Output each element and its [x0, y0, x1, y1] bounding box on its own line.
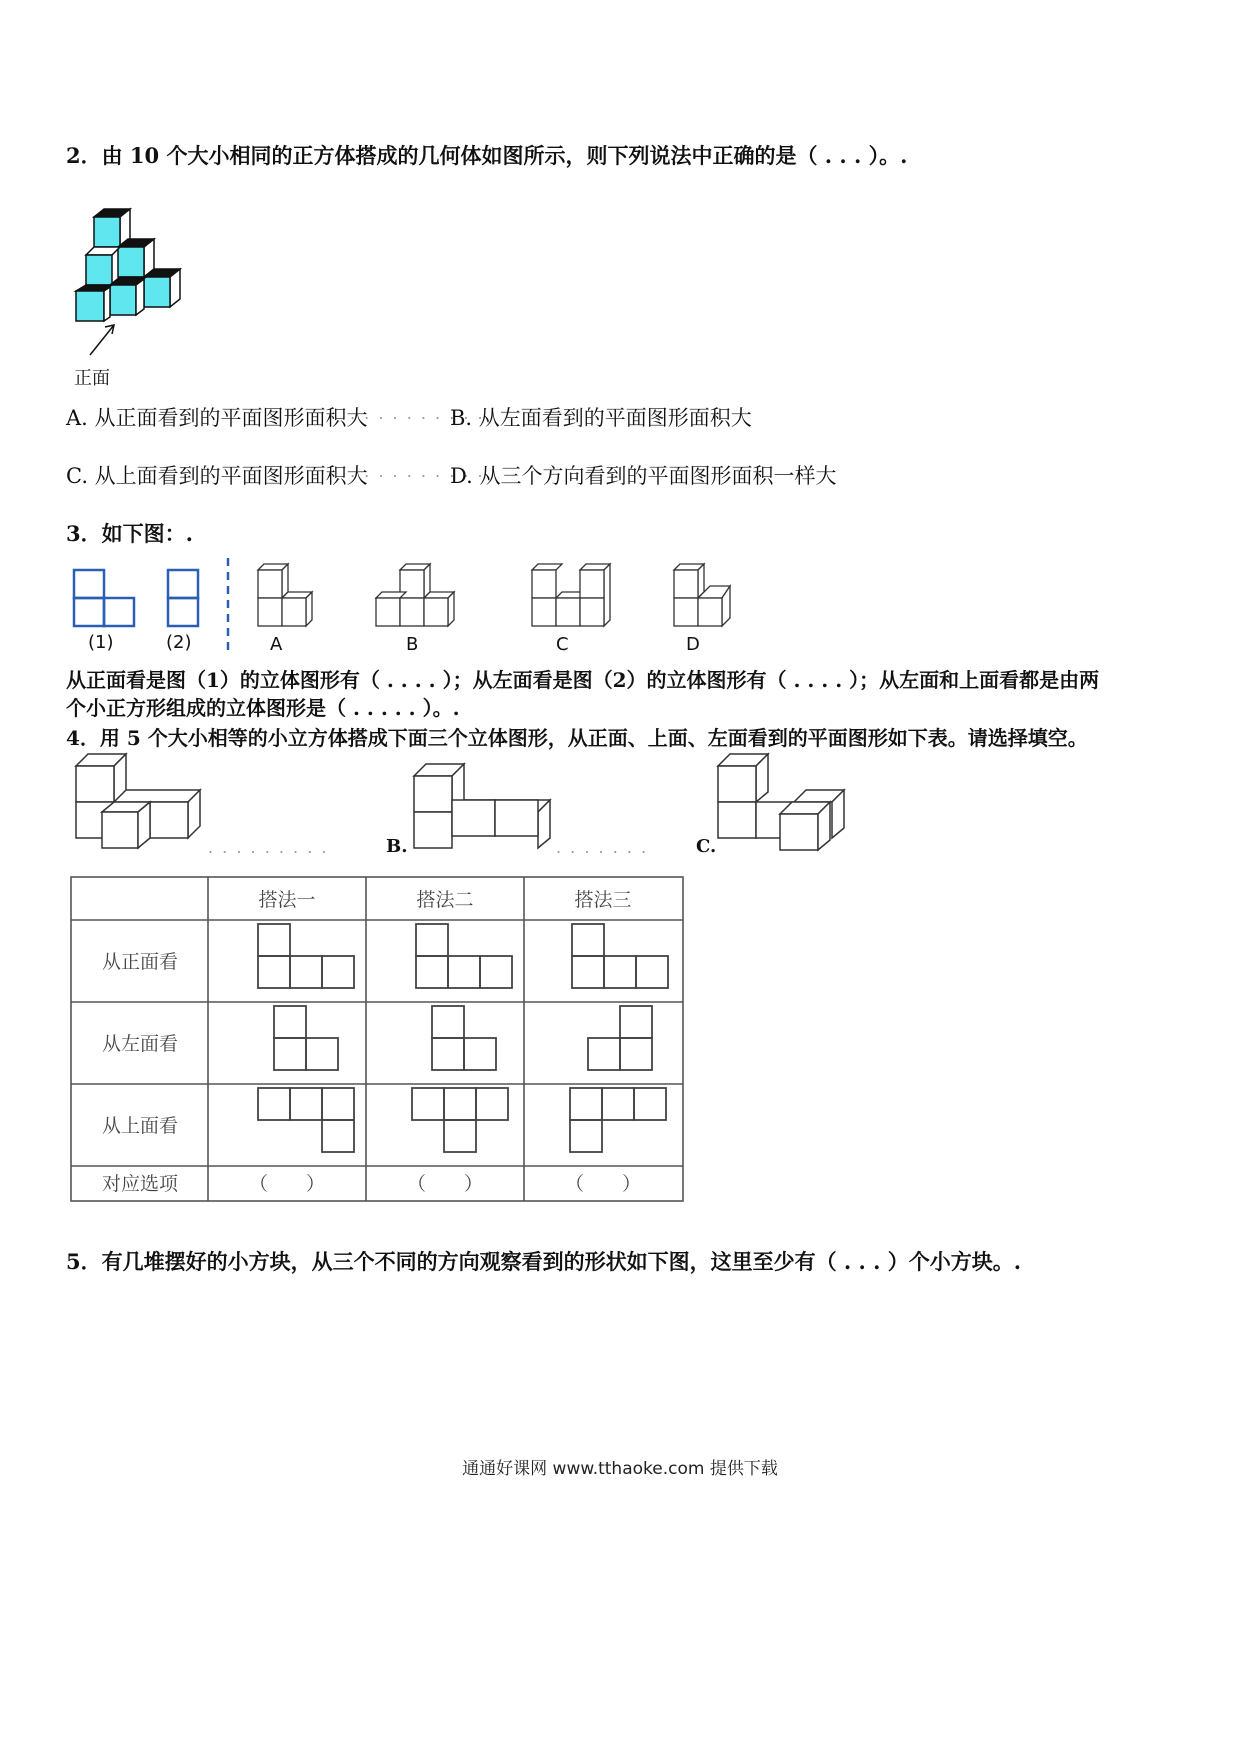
table-row-left: 从左面看	[101, 1033, 179, 1055]
page-footer: 通通好课网 www.tthaoke.com 提供下载	[462, 1459, 778, 1479]
table-header-3: 搭法三	[574, 889, 632, 911]
q5-stem: 5．有几堆摆好的小方块，从三个不同的方向观察看到的形状如下图，这里至少有（ . . . ）个小方块。.	[66, 1249, 1022, 1274]
q2-cube-figure	[70, 205, 210, 335]
q4-label-b: B.	[386, 836, 408, 857]
q4-stem: 4．用 5 个大小相等的小立方体搭成下面三个立体图形，从正面、上面、左面看到的平面图形如下表。请选择填空。	[66, 726, 1088, 750]
q3-text-line2: 个小正方形组成的立体图形是（ . . . . . ）。.	[66, 696, 460, 720]
q3-label-1: (1)	[88, 632, 114, 653]
table-header-1: 搭法一	[258, 889, 316, 911]
q3-label-b: B	[406, 634, 419, 655]
q4-dots-a: . . . . . . . . .	[208, 838, 329, 857]
q2-front-label: 正面	[74, 368, 110, 389]
table-header-2: 搭法二	[416, 889, 474, 911]
q3-label-a: A	[270, 634, 283, 655]
table-row-top: 从上面看	[101, 1115, 179, 1137]
q4-label-c: C.	[696, 836, 717, 857]
q3-label-c: C	[556, 634, 569, 655]
table-row-answer: 对应选项	[101, 1173, 179, 1195]
q2-option-a: A. 从正面看到的平面图形面积大	[66, 406, 368, 430]
q2-dots-cd: . . . . . . . . . .	[350, 462, 485, 481]
q3-label-2: (2)	[166, 632, 192, 653]
answer-blank-3[interactable]: （ ）	[564, 1173, 642, 1195]
answer-blank-2[interactable]: （ ）	[406, 1173, 484, 1195]
q2-option-b: B. 从左面看到的平面图形面积大	[450, 406, 752, 430]
q2-option-d: D. 从三个方向看到的平面图形面积一样大	[450, 464, 837, 488]
q2-stem: 2．由 10 个大小相同的正方体搭成的几何体如图所示，则下列说法中正确的是（ . . . ）。.	[66, 143, 908, 168]
q4-view-table	[70, 876, 690, 1206]
q2-option-c: C. 从上面看到的平面图形面积大	[66, 464, 368, 488]
q4-dots-b: . . . . . . .	[556, 838, 649, 857]
q3-label-d: D	[686, 634, 700, 655]
q3-text-line1: 从正面看是图（1）的立体图形有（ . . . . ）；从左面看是图（2）的立体图形有（ . . . . ）；从左面和上面看都是由两	[66, 668, 1100, 692]
q2-dots-ab: . . . . . . . . . .	[350, 404, 485, 423]
q4-figures	[72, 752, 872, 862]
answer-blank-1[interactable]: （ ）	[248, 1173, 326, 1195]
table-row-front: 从正面看	[101, 951, 179, 973]
q3-stem: 3．如下图：.	[66, 521, 193, 546]
